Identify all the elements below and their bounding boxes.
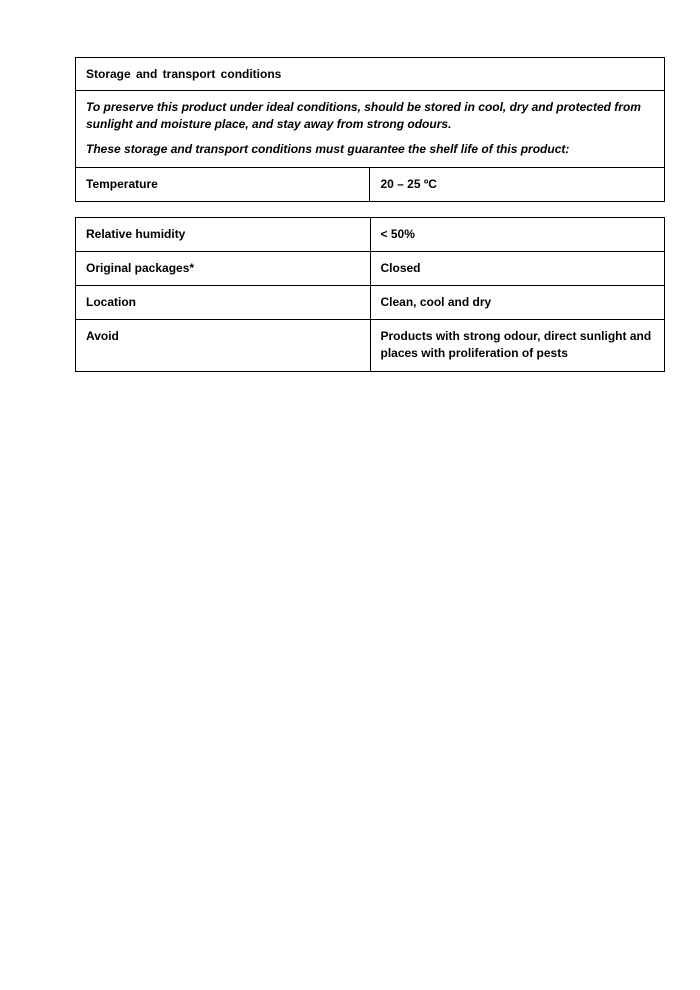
condition-label: Original packages* [76,252,371,286]
table-row-humidity [76,218,665,252]
section-title: Storage and transport conditions [86,67,282,81]
condition-label: Temperature [76,168,370,202]
condition-value: Clean, cool and dry [370,286,665,320]
table-header-row [76,58,665,91]
condition-value: Closed [370,252,665,286]
table-row-packages [76,252,665,286]
storage-conditions-table-continued [75,217,665,372]
condition-value: < 50% [370,218,665,252]
section-title-cell [76,58,665,91]
intro-paragraph-1: To preserve this product under ideal conditions, should be stored in cool, dry and protected from sunlight and moisture place, and stay away from strong odours. [86,100,641,131]
intro-paragraph-2: These storage and transport conditions must guarantee the shelf life of this product: [86,142,570,156]
table-row-temperature [76,168,665,202]
condition-label: Avoid [76,320,371,372]
condition-label: Location [76,286,371,320]
table-row-avoid [76,320,665,372]
condition-label: Relative humidity [76,218,371,252]
intro-row [76,91,665,168]
intro-cell [76,91,665,168]
condition-value: Products with strong odour, direct sunlight and places with proliferation of pests [370,320,665,372]
condition-value: 20 – 25 ºC [370,168,665,202]
storage-conditions-table [75,57,665,202]
table-row-location [76,286,665,320]
